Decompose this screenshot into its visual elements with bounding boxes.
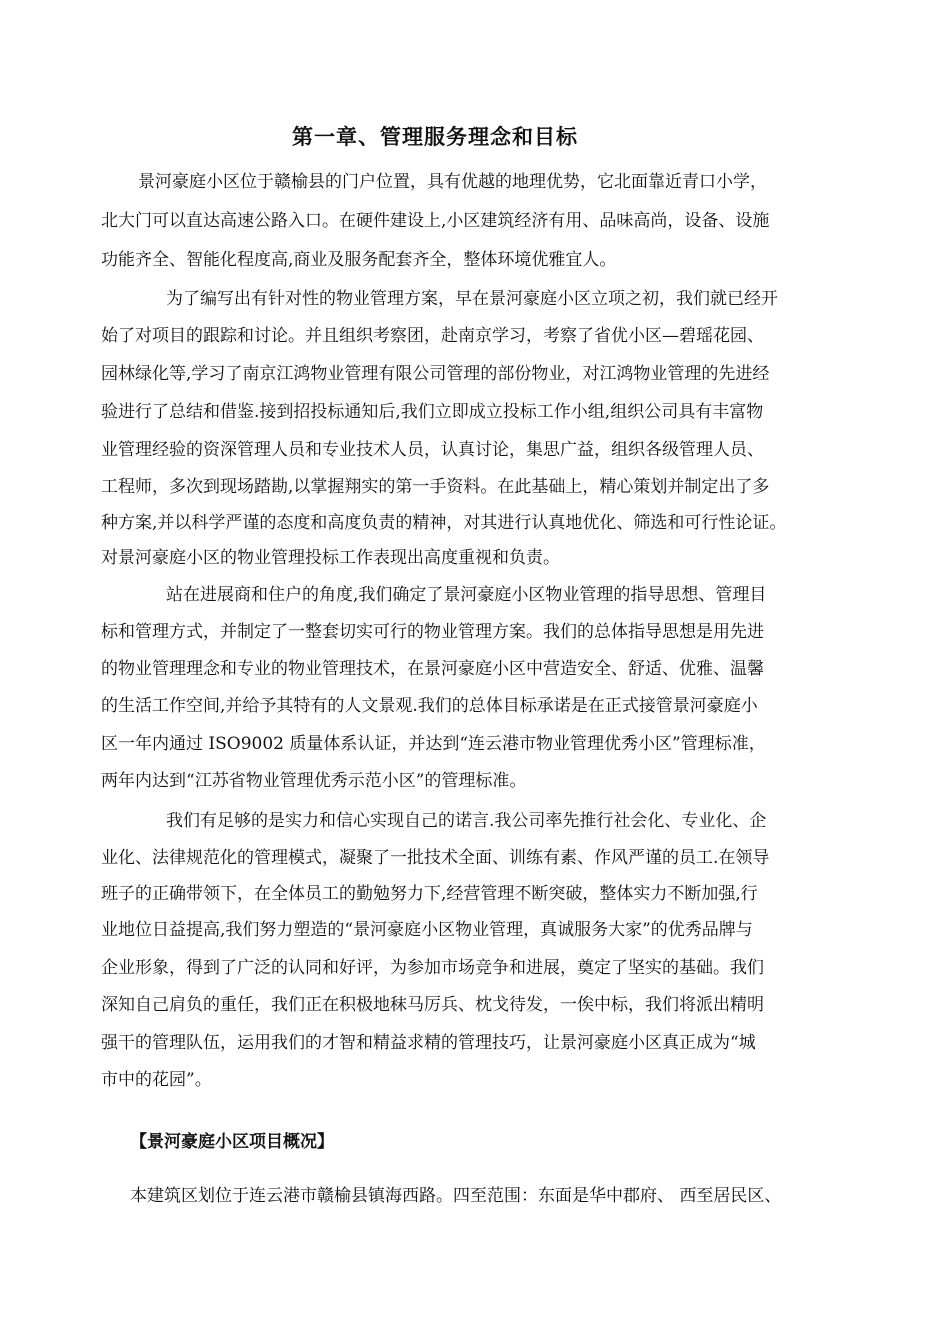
paragraph-2-line-1: 为了编写出有针对性的物业管理方案，早在景河豪庭小区立项之初，我们就已经开 xyxy=(166,289,778,309)
paragraph-2-line-8: 对景河豪庭小区的物业管理投标工作表现出高度重视和负责。 xyxy=(101,548,560,568)
paragraph-3-line-6: 两年内达到“江苏省物业管理优秀示范小区”的管理标准。 xyxy=(101,771,527,791)
paragraph-1-line-3: 功能齐全、智能化程度高,商业及服务配套齐全，整体环境优雅宜人。 xyxy=(101,250,617,270)
section-heading: 【景河豪庭小区项目概况】 xyxy=(130,1132,334,1152)
paragraph-4-line-7: 强干的管理队伍，运用我们的才智和精益求精的管理技巧，让景河豪庭小区真正成为“城 xyxy=(101,1033,756,1053)
paragraph-1-line-1: 景河豪庭小区位于赣榆县的门户位置，具有优越的地理优势，它北面靠近青口小学， xyxy=(138,172,767,192)
paragraph-2-line-4: 验进行了总结和借鉴.接到招投标通知后,我们立即成立投标工作小组,组织公司具有丰富物 xyxy=(101,402,764,422)
paragraph-4-line-1: 我们有足够的是实力和信心实现自己的诺言.我公司率先推行社会化、专业化、企 xyxy=(166,811,767,831)
paragraph-4-line-3: 班子的正确带领下，在全体员工的勤勉努力下,经营管理不断突破，整体实力不断加强,行 xyxy=(101,884,758,904)
paragraph-4-line-6: 深知自己肩负的重任，我们正在积极地秣马厉兵、枕戈待发，一俟中标，我们将派出精明 xyxy=(101,995,764,1015)
paragraph-2-line-6: 工程师，多次到现场踏勘,以掌握翔实的第一手资料。在此基础上，精心策划并制定出了多 xyxy=(101,477,770,497)
paragraph-2-line-3: 园林绿化等,学习了南京江鸿物业管理有限公司管理的部份物业，对江鸿物业管理的先进经 xyxy=(101,364,770,384)
paragraph-3-line-1: 站在进展商和住户的角度,我们确定了景河豪庭小区物业管理的指导思想、管理目 xyxy=(166,585,767,605)
section-text: 本建筑区划位于连云港市赣榆县镇海西路。四至范围：东面是华中郡府、 西至居民区、 xyxy=(130,1186,782,1206)
paragraph-1-line-2: 北大门可以直达高速公路入口。在硬件建设上,小区建筑经济有用、品味高尚，设备、设施 xyxy=(101,211,770,231)
paragraph-2-line-2: 始了对项目的跟踪和讨论。并且组织考察团，赴南京学习，考察了省优小区—碧瑶花园、 xyxy=(101,326,764,346)
paragraph-3-line-2: 标和管理方式，并制定了一整套切实可行的物业管理方案。我们的总体指导思想是用先进 xyxy=(101,622,764,642)
chapter-title: 第一章、管理服务理念和目标 xyxy=(292,125,578,149)
paragraph-3-line-5: 区一年内通过 ISO9002 质量体系认证，并达到“连云港市物业管理优秀小区”管理标准， xyxy=(101,734,766,754)
paragraph-2-line-5: 业管理经验的资深管理人员和专业技术人员，认真讨论，集思广益，组织各级管理人员、 xyxy=(101,440,764,460)
paragraph-4-line-4: 业地位日益提高,我们努力塑造的“景河豪庭小区物业管理，真诚服务大家”的优秀品牌与 xyxy=(101,920,753,940)
paragraph-4-line-5: 企业形象，得到了广泛的认同和好评，为参加市场竞争和进展，奠定了坚实的基础。我们 xyxy=(101,958,764,978)
paragraph-3-line-4: 的生活工作空间,并给予其特有的人文景观.我们的总体目标承诺是在正式接管景河豪庭小 xyxy=(101,696,758,716)
paragraph-4-line-2: 业化、法律规范化的管理模式，凝聚了一批技术全面、训练有素、作风严谨的员工.在领导 xyxy=(101,848,770,868)
paragraph-4-line-8: 市中的花园”。 xyxy=(101,1070,212,1090)
paragraph-2-line-7: 种方案,并以科学严谨的态度和高度负责的精神，对其进行认真地优化、筛选和可行性论证。 xyxy=(101,513,787,533)
paragraph-3-line-3: 的物业管理理念和专业的物业管理技术，在景河豪庭小区中营造安全、舒适、优雅、温馨 xyxy=(101,659,764,679)
